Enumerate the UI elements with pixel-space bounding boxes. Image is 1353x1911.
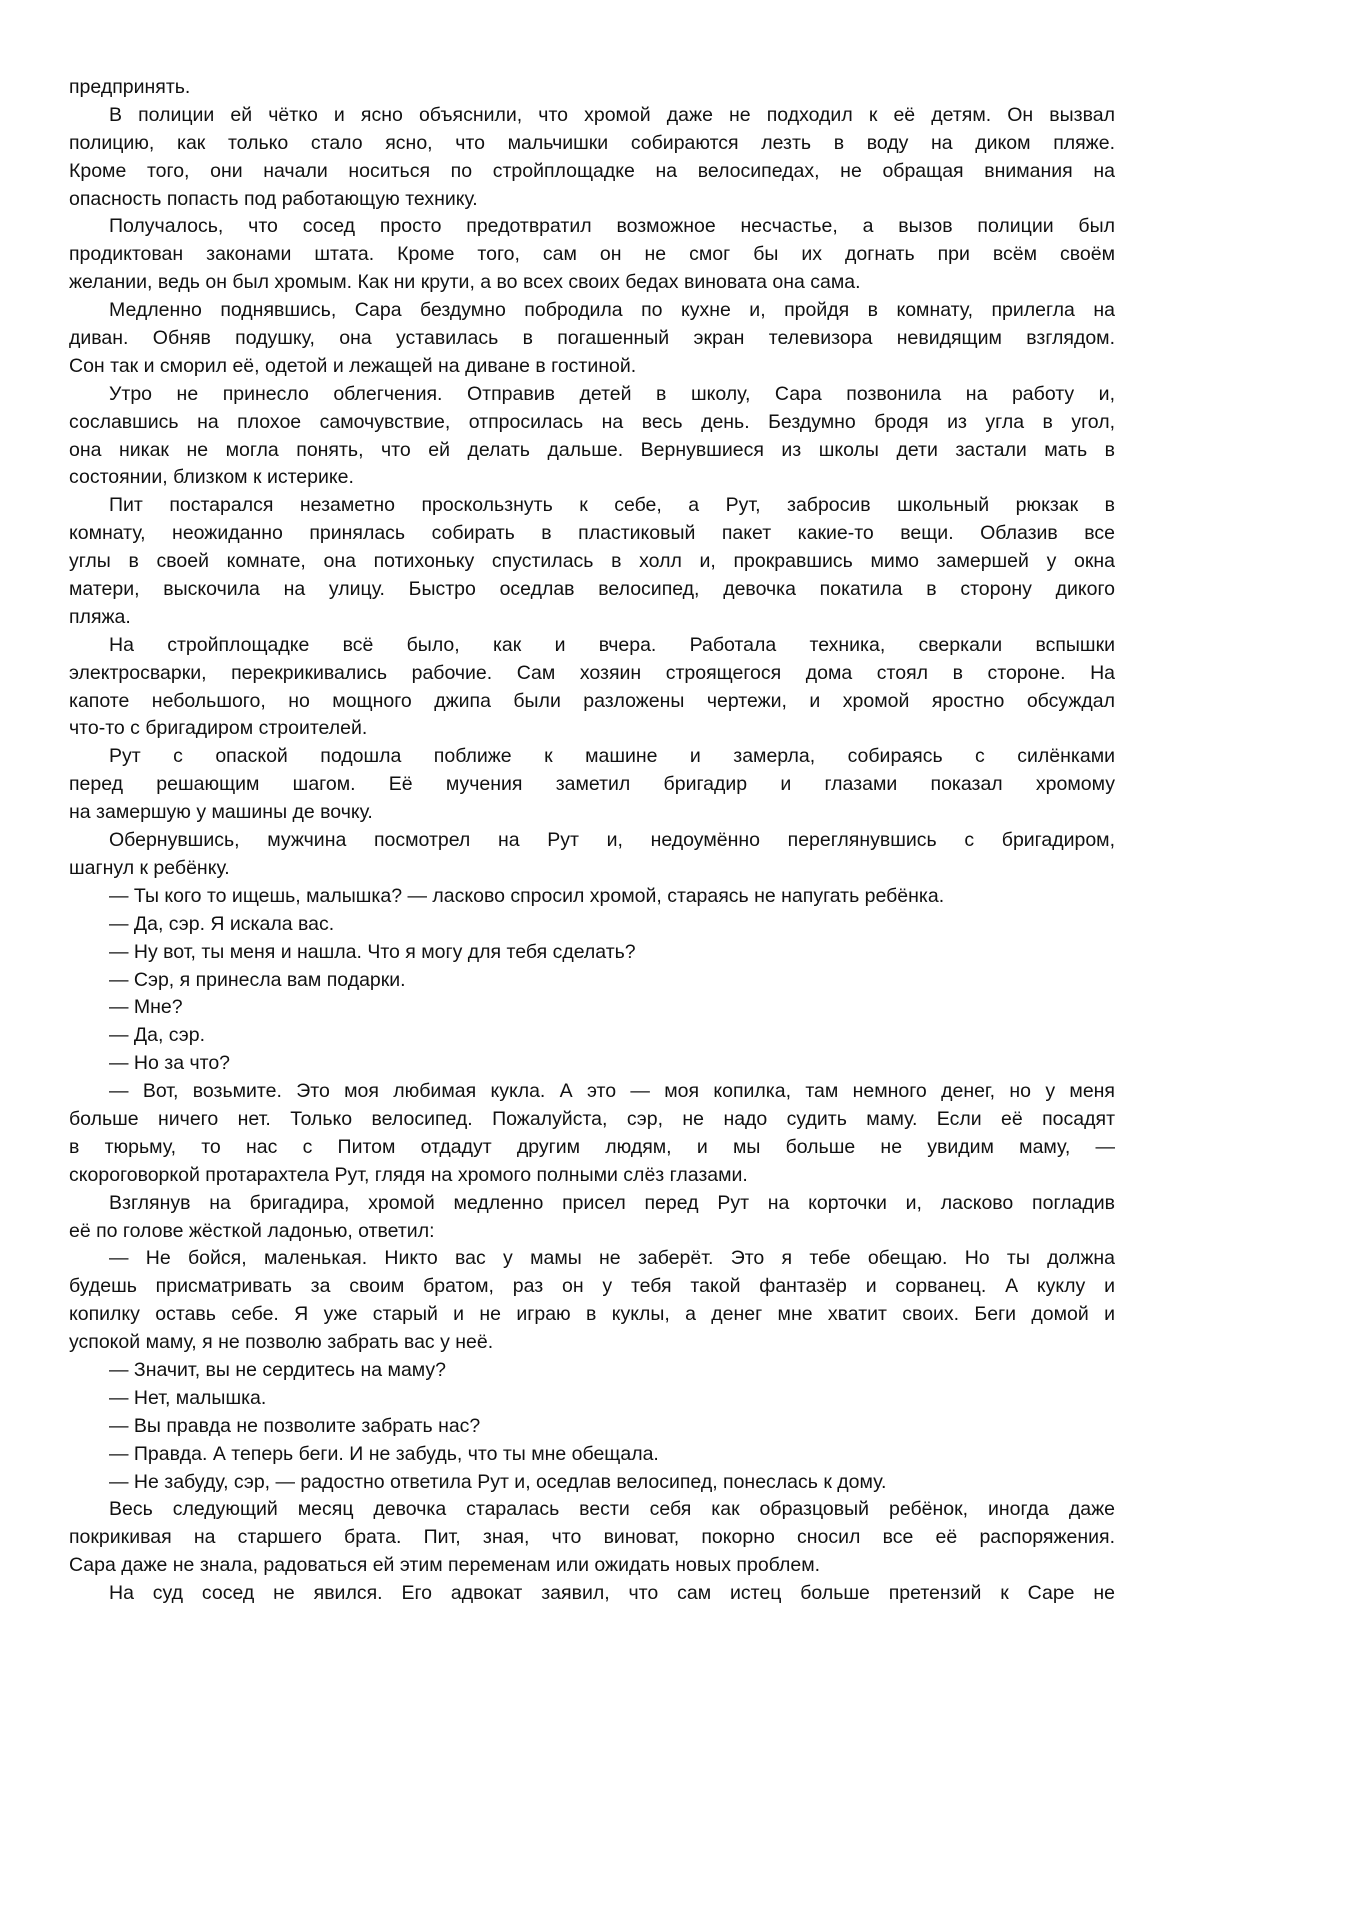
paragraph: [69, 743, 1115, 827]
text-line: опасность попасть под работающую технику.: [69, 187, 478, 210]
text-line: полицию, как только стало ясно, что мальчишки собираются лезть в воду на диком пляже.: [69, 131, 1115, 154]
text-line: Взглянув на бригадира, хромой медленно присел перед Рут на корточки и, ласково погладив: [109, 1191, 1115, 1214]
text-line: больше ничего нет. Только велосипед. Пожалуйста, сэр, не надо судить маму. Если её посадят: [69, 1107, 1115, 1130]
paragraph: [69, 1469, 1115, 1497]
text-line: копилку оставь себе. Я уже старый и не играю в куклы, а денег мне хватит своих. Беги домой и: [69, 1303, 1115, 1326]
text-line: углы в своей комнате, она потихоньку спустилась в холл и, прокравшись мимо замершей у окна: [69, 550, 1115, 573]
text-line: состоянии, близком к истерике.: [69, 466, 354, 489]
paragraph: [69, 1190, 1115, 1246]
paragraph: [69, 1357, 1115, 1385]
text-line: она никак не могла понять, что ей делать дальше. Вернувшиеся из школы дети застали мать в: [69, 438, 1115, 461]
paragraph: [69, 102, 1115, 214]
text-line: желании, ведь он был хромым. Как ни крути, а во всех своих бедах виновата она сама.: [69, 271, 861, 294]
paragraph: [69, 1050, 1115, 1078]
text-line: сославшись на плохое самочувствие, отпросилась на весь день. Бездумно бродя из угла в угол,: [69, 410, 1115, 433]
paragraph: [69, 1078, 1115, 1190]
text-line: на замершую у машины де вочку.: [69, 801, 373, 824]
text-line: В полиции ей чётко и ясно объяснили, что хромой даже не подходил к её детям. Он вызвал: [109, 103, 1115, 126]
document-page: [69, 74, 1115, 1608]
paragraph: [69, 1245, 1115, 1357]
text-line: в тюрьму, то нас с Питом отдадут другим людям, и мы больше не увидим маму, —: [69, 1135, 1115, 1158]
paragraph: [69, 74, 1115, 102]
text-line: На стройплощадке всё было, как и вчера. Работала техника, сверкали вспышки: [109, 633, 1115, 656]
text-line: что-то с бригадиром строителей.: [69, 717, 368, 740]
paragraph: [69, 1580, 1115, 1608]
text-line: — Ну вот, ты меня и нашла. Что я могу для тебя сделать?: [109, 940, 636, 963]
text-line: комнату, неожиданно принялась собирать в пластиковый пакет какие-то вещи. Облазив все: [69, 522, 1115, 545]
text-line: Сара даже не знала, радоваться ей этим переменам или ожидать новых проблем.: [69, 1554, 821, 1577]
text-line: шагнул к ребёнку.: [69, 856, 230, 879]
text-line: Пит постарался незаметно проскользнуть к себе, а Рут, забросив школьный рюкзак в: [109, 494, 1115, 517]
text-line: будешь присматривать за своим братом, раз он у тебя такой фантазёр и сорванец. А куклу и: [69, 1275, 1115, 1298]
text-line: — Да, сэр. Я искала вас.: [109, 912, 335, 935]
text-line: — Нет, малышка.: [109, 1386, 267, 1409]
text-line: покрикивая на старшего брата. Пит, зная, что виноват, покорно сносил все её распоряжения.: [69, 1526, 1115, 1549]
paragraph: [69, 939, 1115, 967]
text-line: матери, выскочила на улицу. Быстро оседлав велосипед, девочка покатила в сторону дикого: [69, 578, 1115, 601]
text-line: — Вы правда не позволите забрать нас?: [109, 1414, 481, 1437]
paragraph: [69, 1496, 1115, 1580]
paragraph: [69, 1441, 1115, 1469]
text-line: — Правда. А теперь беги. И не забудь, что ты мне обещала.: [109, 1442, 659, 1465]
paragraph: [69, 1385, 1115, 1413]
text-line: Обернувшись, мужчина посмотрел на Рут и, недоумённо переглянувшись с бригадиром,: [109, 829, 1115, 852]
text-line: Медленно поднявшись, Сара бездумно побродила по кухне и, пройдя в комнату, прилегла на: [109, 299, 1115, 322]
text-line: Сон так и сморил её, одетой и лежащей на диване в гостиной.: [69, 354, 637, 377]
text-line: Получалось, что сосед просто предотвратил возможное несчастье, а вызов полиции был: [109, 215, 1115, 238]
text-line: — Не бойся, маленькая. Никто вас у мамы не заберёт. Это я тебе обещаю. Но ты должна: [109, 1247, 1115, 1270]
text-line: Утро не принесло облегчения. Отправив детей в школу, Сара позвонила на работу и,: [109, 382, 1115, 405]
text-line: — Мне?: [109, 996, 183, 1019]
text-line: Кроме того, они начали носиться по стройплощадке на велосипедах, не обращая внимания на: [69, 159, 1115, 182]
text-line: — Вот, возьмите. Это моя любимая кукла. А это — моя копилка, там немного денег, но у меня: [109, 1080, 1115, 1103]
paragraph: [69, 967, 1115, 995]
paragraph: [69, 883, 1115, 911]
text-line: перед решающим шагом. Её мучения заметил бригадир и глазами показал хромому: [69, 773, 1115, 796]
paragraph: [69, 994, 1115, 1022]
text-line: электросварки, перекрикивались рабочие. Сам хозяин строящегося дома стоял в стороне. На: [69, 661, 1115, 684]
paragraph: [69, 213, 1115, 297]
paragraph: [69, 911, 1115, 939]
text-line: — Не забуду, сэр, — радостно ответила Рут и, оседлав велосипед, понеслась к дому.: [109, 1470, 887, 1493]
text-line: предпринять.: [69, 76, 191, 98]
text-line: её по голове жёсткой ладонью, ответил:: [69, 1219, 435, 1242]
text-line: диван. Обняв подушку, она уставилась в погашенный экран телевизора невидящим взглядом.: [69, 327, 1115, 350]
paragraph: [69, 632, 1115, 744]
text-line: капоте небольшого, но мощного джипа были разложены чертежи, и хромой яростно обсуждал: [69, 689, 1115, 712]
text-line: — Но за что?: [109, 1052, 231, 1075]
text-line: продиктован законами штата. Кроме того, сам он не смог бы их догнать при всём своём: [69, 243, 1115, 266]
text-line: На суд сосед не явился. Его адвокат заявил, что сам истец больше претензий к Саре не: [109, 1582, 1115, 1605]
text-line: пляжа.: [69, 605, 131, 628]
paragraph: [69, 381, 1115, 493]
text-line: — Значит, вы не сердитесь на маму?: [109, 1358, 447, 1381]
paragraph: [69, 1413, 1115, 1441]
text-line: — Да, сэр.: [109, 1024, 205, 1047]
paragraph: [69, 1022, 1115, 1050]
text-line: Рут с опаской подошла поближе к машине и замерла, собираясь с силёнками: [109, 745, 1115, 768]
text-line: — Ты кого то ищешь, малышка? — ласково спросил хромой, стараясь не напугать ребёнка.: [109, 884, 945, 907]
text-line: успокой маму, я не позволю забрать вас у неё.: [69, 1331, 494, 1354]
text-line: — Сэр, я принесла вам подарки.: [109, 968, 406, 991]
text-line: Весь следующий месяц девочка старалась вести себя как образцовый ребёнок, иногда даже: [109, 1498, 1115, 1521]
paragraph: [69, 297, 1115, 381]
paragraph: [69, 492, 1115, 631]
text-line: скороговоркой протарахтела Рут, глядя на хромого полными слёз глазами.: [69, 1163, 748, 1186]
paragraph: [69, 827, 1115, 883]
